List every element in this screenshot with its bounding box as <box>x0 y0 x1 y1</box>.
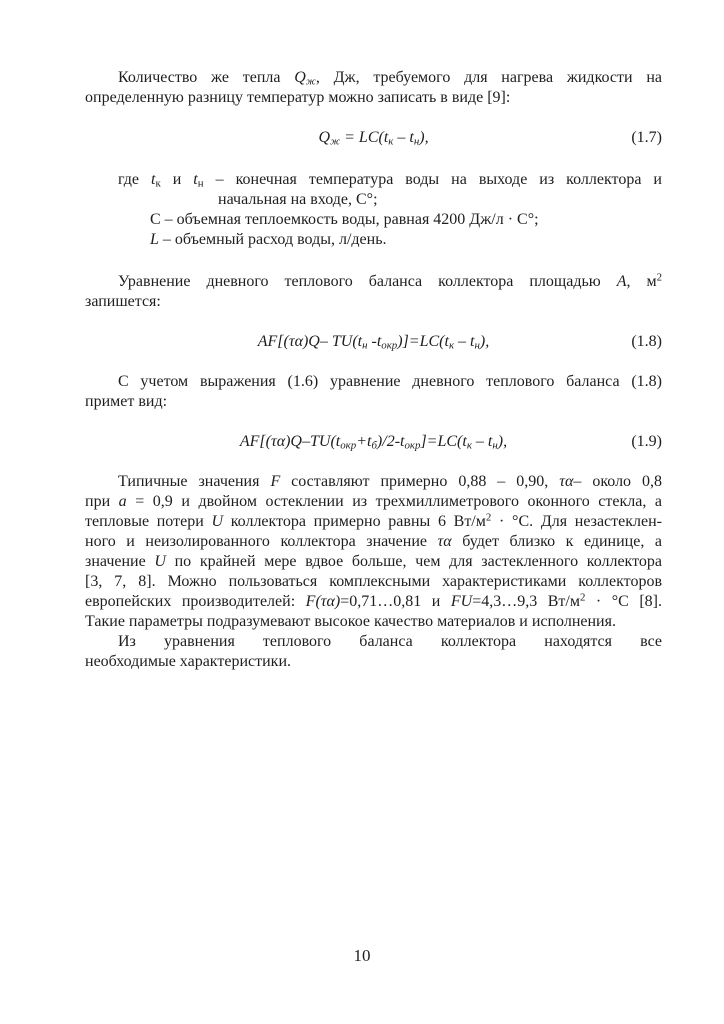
text-run: составляют примерно 0,88 – 0,90, <box>280 473 560 490</box>
text-run: t <box>376 333 382 350</box>
text-run: t <box>366 433 372 450</box>
text-run: А <box>616 273 627 290</box>
text-run: L <box>150 231 159 248</box>
text-run: ж <box>330 135 341 148</box>
text-run: окр <box>381 339 398 352</box>
text-run: – <box>471 433 488 450</box>
text-line <box>85 88 662 108</box>
text-run: FU <box>450 593 473 610</box>
text-run: – объемный расход воды, л/день. <box>158 231 387 248</box>
text-run: t <box>470 333 475 350</box>
text-run: начальная на входе, С°; <box>218 191 378 208</box>
text-run: н <box>362 339 368 352</box>
para-with-expression <box>85 372 662 412</box>
text-run: t <box>383 129 389 146</box>
text-run: к <box>448 339 455 352</box>
text-run: С учетом выражения (1.6) уравнение дневного теплового баланса (1.8) <box>118 373 662 390</box>
text-run: + <box>356 433 367 450</box>
text-run: = 0,9 и двойном остеклении из трехмиллиметрового оконного стекла, а <box>126 493 662 510</box>
text-run: )]=LC( <box>397 333 445 350</box>
para-heat-quantity <box>85 68 662 108</box>
text-line <box>85 170 662 190</box>
text-run: н <box>197 177 204 190</box>
para-conclusion <box>85 632 662 672</box>
text-run: будет близко к единице, а <box>451 533 663 550</box>
text-run: Из уравнения теплового баланса коллектора находятся все <box>118 633 662 650</box>
text-line <box>85 632 662 652</box>
text-run: t <box>444 333 449 350</box>
where-definitions <box>85 170 662 250</box>
text-run: AF[(τα)Q–TU( <box>239 433 336 450</box>
text-run: – около 0,8 <box>573 473 663 490</box>
text-run: =0,71…0,81 и <box>340 593 451 610</box>
equation-1-8 <box>85 332 662 352</box>
text-run: по крайней мере вдвое больше, чем для застекленного коллектора <box>165 553 663 570</box>
text-run: F <box>270 473 281 490</box>
text-run: τα <box>437 533 452 550</box>
text-line <box>85 592 662 612</box>
text-run: ж <box>305 75 316 88</box>
text-run: – <box>393 129 410 146</box>
text-run: U <box>211 513 224 530</box>
text-run: б <box>371 439 377 452</box>
text-run: ]=LC( <box>420 433 463 450</box>
text-run: – <box>454 333 471 350</box>
equation-formula <box>240 432 507 452</box>
text-line <box>85 190 662 210</box>
text-run: к <box>466 439 472 452</box>
text-run: и <box>160 171 194 188</box>
text-run: окр <box>340 439 357 452</box>
text-line <box>85 210 662 230</box>
text-line <box>85 532 662 552</box>
equation-number: (1.8) <box>631 333 662 350</box>
text-run: определенную разницу температур можно записать в виде [9]: <box>85 89 511 106</box>
text-run: н <box>413 135 420 148</box>
text-run: = LC( <box>340 129 384 146</box>
text-run: а <box>118 493 127 510</box>
text-run: Такие параметры подразумевают высокое качество материалов и исполнения. <box>85 613 616 630</box>
text-run: [3, 7, 8]. Можно пользоваться комплексными характеристиками коллекторов <box>85 573 662 590</box>
text-run: AF[(τα)Q– TU( <box>257 333 358 350</box>
text-line <box>85 68 662 88</box>
text-line <box>85 492 662 512</box>
equation-number: (1.7) <box>631 129 662 146</box>
text-run: Количество же тепла <box>118 69 295 86</box>
text-run: )/2- <box>376 433 401 450</box>
text-run: Типичные значения <box>118 473 271 490</box>
text-run: при <box>85 493 119 510</box>
text-run: t <box>487 433 493 450</box>
text-run: , м <box>626 273 657 290</box>
text-run: · °С. Для незастеклен- <box>491 513 662 530</box>
text-line <box>85 292 662 312</box>
text-run: к <box>155 177 161 190</box>
text-line <box>85 652 662 672</box>
text-run: Q <box>294 69 306 86</box>
text-run: ), <box>497 433 508 450</box>
text-line <box>85 272 662 292</box>
text-run: европейских производителей: <box>85 593 306 610</box>
text-run: t <box>193 171 198 188</box>
text-run: значение <box>85 553 155 570</box>
equation-formula <box>318 128 428 148</box>
text-run: t <box>357 333 363 350</box>
text-run: к <box>388 135 394 148</box>
text-run: 2 <box>656 271 663 284</box>
text-line <box>85 372 662 392</box>
text-run: t <box>400 433 405 450</box>
text-run: ), <box>419 129 429 146</box>
para-balance-equation <box>85 272 662 312</box>
text-run: Q <box>318 129 330 146</box>
text-run: 2 <box>485 511 492 524</box>
text-run: ного и неизолированного коллектора значение <box>85 533 438 550</box>
text-run: Уравнение дневного теплового баланса коллектора площадью <box>118 273 617 290</box>
text-line <box>85 572 662 592</box>
text-run: примет вид: <box>85 393 168 410</box>
text-run: t <box>409 129 414 146</box>
text-run: t <box>151 171 156 188</box>
text-run: U <box>154 553 166 570</box>
text-run: н <box>492 439 498 452</box>
text-run: где <box>118 171 151 188</box>
page-number: 10 <box>353 946 371 965</box>
text-line <box>85 552 662 572</box>
text-run: запишется: <box>85 293 161 310</box>
text-run: – конечная температура воды на выходе из коллектора и <box>203 171 662 188</box>
text-run: =4,3…9,3 Вт/м <box>472 593 580 610</box>
text-run: F(τα) <box>305 593 341 610</box>
text-line <box>85 230 662 250</box>
para-typical-values <box>85 472 662 632</box>
text-run: · °С [8]. <box>585 593 663 610</box>
equation-formula <box>258 332 489 352</box>
text-run: t <box>335 433 341 450</box>
text-line <box>85 472 662 492</box>
equation-1-7 <box>85 128 662 148</box>
text-run: необходимые характеристики. <box>85 653 292 670</box>
text-run: , Дж, требуемого для нагрева жидкости на <box>315 69 662 86</box>
text-run: окр <box>404 439 421 452</box>
text-run: коллектора примерно равны 6 Вт/м <box>223 513 486 530</box>
text-line <box>85 612 662 632</box>
text-run: С – объемная теплоемкость воды, равная 4200 Дж/л · С°; <box>150 211 539 228</box>
text-run: ), <box>479 333 490 350</box>
text-line <box>85 512 662 532</box>
document-body <box>85 68 662 672</box>
text-line <box>85 392 662 412</box>
text-run: 2 <box>579 591 586 604</box>
equation-number: (1.9) <box>631 433 662 450</box>
text-run: τα <box>559 473 574 490</box>
text-run: - <box>367 333 377 350</box>
equation-1-9 <box>85 432 662 452</box>
text-run: тепловые потери <box>85 513 212 530</box>
text-run: t <box>462 433 467 450</box>
text-run: н <box>474 339 480 352</box>
